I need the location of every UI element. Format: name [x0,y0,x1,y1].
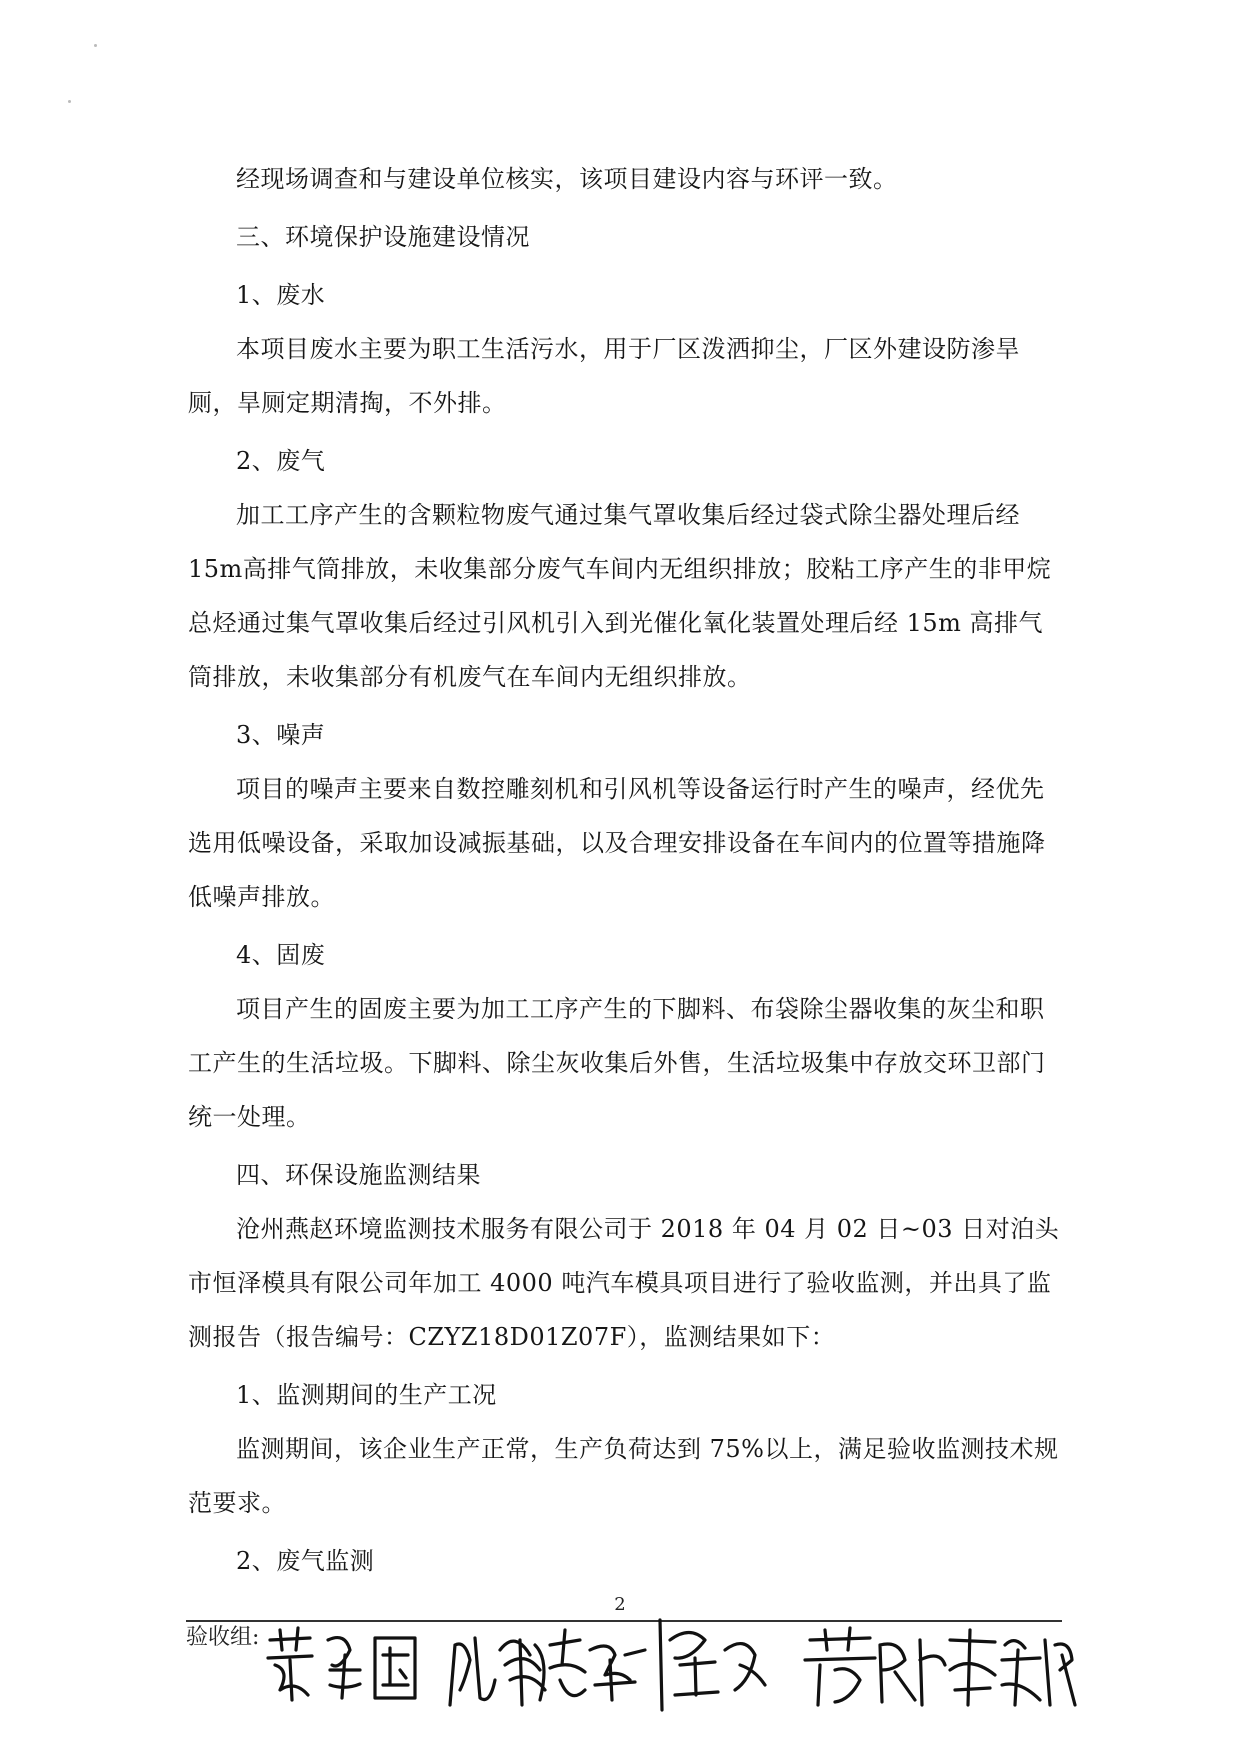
scan-speck [68,100,71,103]
document-body [188,152,1060,1588]
signature-3 [660,1620,765,1710]
inspection-group-label: 验收组: [186,1625,260,1650]
subheading-waste-gas: 2、废气 [236,447,326,475]
signature-2 [450,1630,645,1705]
paragraph-solid-waste: 项目产生的固废主要为加工工序产生的下脚料、布袋除尘器收集的灰尘和职工产生的生活垃圾。下脚料、除尘灰收集后外售，生活垃圾集中存放交环卫部门统一处理。 [188,995,1046,1131]
signature-1 [268,1628,415,1700]
paragraph-intro: 经现场调查和与建设单位核实，该项目建设内容与环评一致。 [236,165,898,193]
section-heading-4: 四、环保设施监测结果 [236,1161,481,1189]
handwritten-signatures [250,1610,1080,1720]
paragraph-monitoring: 沧州燕赵环境监测技术服务有限公司于 2018 年 04 月 02 日~03 日对泊头市恒泽模具有限公司年加工 4000 吨汽车模具项目进行了验收监测，并出具了监测报告（报告编号：CZYZ18D01Z07F），监测结果如下： [188,1215,1060,1351]
scan-speck [94,44,97,47]
paragraph-production-conditions: 监测期间，该企业生产正常，生产负荷达到 75%以上，满足验收监测技术规范要求。 [188,1435,1059,1517]
section-heading-3: 三、环境保护设施建设情况 [236,223,530,251]
subheading-noise: 3、噪声 [236,721,326,749]
subheading-solid-waste: 4、固废 [236,941,326,969]
signature-5 [1002,1640,1075,1705]
subheading-production-conditions: 1、监测期间的生产工况 [236,1381,497,1409]
paragraph-noise: 项目的噪声主要来自数控雕刻机和引风机等设备运行时产生的噪声，经优先选用低噪设备，采取加设减振基础，以及合理安排设备在车间内的位置等措施降低噪声排放。 [188,775,1046,911]
signature-4 [805,1628,995,1705]
paragraph-waste-gas: 加工工序产生的含颗粒物废气通过集气罩收集后经过袋式除尘器处理后经15m高排气筒排放，未收集部分废气车间内无组织排放；胶粘工序产生的非甲烷总烃通过集气罩收集后经过引风机引入到光催化氧化装置处理后经 15m 高排气筒排放，未收集部分有机废气在车间内无组织排放。 [188,501,1052,691]
subheading-gas-monitoring: 2、废气监测 [236,1547,375,1575]
page-number: 2 [614,1594,626,1615]
subheading-wastewater: 1、废水 [236,281,326,309]
paragraph-wastewater: 本项目废水主要为职工生活污水，用于厂区泼洒抑尘，厂区外建设防渗旱厕，旱厕定期清掏，不外排。 [188,335,1020,417]
